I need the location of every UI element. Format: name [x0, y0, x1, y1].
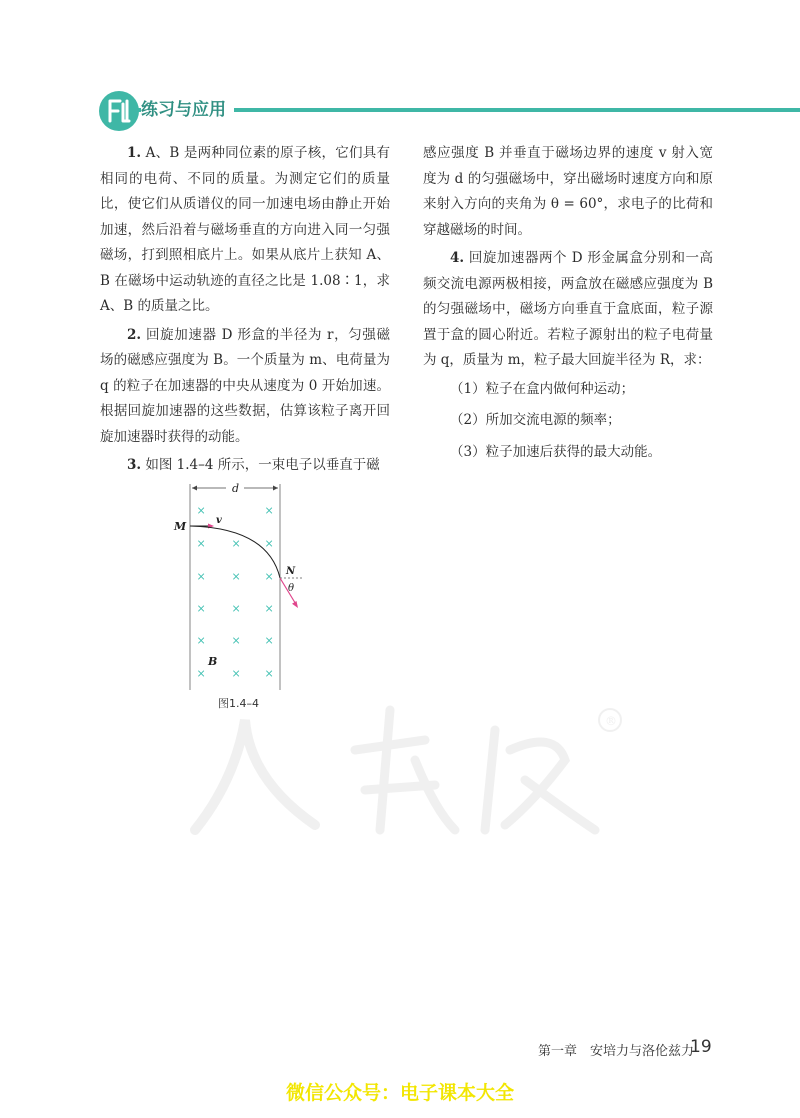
chapter-footer: 第一章 安培力与洛伦兹力: [538, 1044, 695, 1059]
field-cross-mark: ×: [231, 602, 241, 615]
label-d: d: [232, 482, 240, 495]
field-cross-mark: ×: [196, 602, 206, 615]
field-cross-mark: ×: [264, 602, 274, 615]
label-v: v: [216, 515, 222, 526]
practice-icon: [98, 90, 140, 132]
field-cross-mark: ×: [231, 634, 241, 647]
field-cross-mark: ×: [264, 537, 274, 550]
question-2-number: 2.: [127, 326, 142, 343]
question-4-text: 回旋加速器两个 D 形金属盒分别和一高频交流电源两极相接，两盒放在磁感应强度为 B 的匀强磁场中，磁场方向垂直于盒底面，粒子源置于盒的圆心附近。若粒子源射出的粒子电荷量为 q，质量为 m，粒子最大回旋半径为 R，求：: [423, 250, 713, 368]
field-cross-mark: ×: [196, 570, 206, 583]
figure-caption: 图1.4–4: [218, 697, 259, 710]
field-cross-mark: ×: [231, 667, 241, 680]
sub-item-3: （3）粒子加速后获得的最大动能。: [450, 443, 662, 460]
question-1-number: 1.: [127, 145, 142, 161]
question-3: [100, 453, 390, 479]
question-1-text: A、B 是两种同位素的原子核，它们具有相同的电荷、不同的质量。为测定它们的质量比，使它们从质谱仪的同一加速电场由静止开始加速，然后沿着与磁场垂直的方向进入同一匀强磁场，打到照相底片上。如果从底片上获知 A、B 在磁场中运动轨迹的直径之比是 1.08∶1，求 A、B 的质量之比。: [100, 145, 390, 314]
magnetic-field-figure: [170, 478, 330, 708]
field-cross-mark: ×: [196, 504, 206, 517]
question-4: [423, 246, 713, 374]
field-cross-mark: ×: [264, 570, 274, 583]
section-title: 练习与应用: [141, 95, 234, 120]
field-cross-mark: ×: [231, 537, 241, 550]
right-column: [423, 141, 713, 471]
sub-item-2: （2）所加交流电源的频率；: [450, 412, 621, 428]
sub-item-1: （1）粒子在盒内做何种运动；: [450, 380, 635, 397]
field-crosses: [197, 504, 274, 680]
question-3-text: 如图 1.4–4 所示，一束电子以垂直于磁: [141, 457, 380, 473]
wechat-banner: 微信公众号：电子课本大全: [285, 1082, 514, 1104]
question-1: [100, 141, 390, 320]
question-4-number: 4.: [450, 250, 465, 266]
page-number: 19: [690, 1037, 712, 1057]
left-column: [100, 141, 390, 482]
question-2-text: 回旋加速器 D 形盒的半径为 r，匀强磁场的磁感应强度为 B。一个质量为 m、电荷量为 q 的粒子在加速器的中央从速度为 0 开始加速。根据回旋加速器的这些数据，估算该粒子离开回旋加速器时获得的动能。: [100, 326, 390, 445]
field-cross-mark: ×: [196, 537, 206, 550]
exit-velocity-arrowhead: [292, 601, 298, 608]
field-cross-mark: ×: [264, 634, 274, 647]
question-3-continued: 感应强度 B 并垂直于磁场边界的速度 v 射入宽度为 d 的匀强磁场中，穿出磁场时速度方向和原来射入方向的夹角为 θ = 60°，求电子的比荷和穿越磁场的时间。: [423, 145, 713, 238]
field-cross-mark: ×: [264, 667, 274, 680]
question-3-number: 3.: [127, 457, 142, 473]
label-B: B: [208, 655, 218, 668]
label-M: M: [174, 520, 187, 533]
field-cross-mark: ×: [196, 667, 206, 680]
field-cross-mark: ×: [196, 634, 206, 647]
field-cross-mark: ×: [231, 570, 241, 583]
label-theta: θ: [288, 583, 295, 594]
label-N: N: [286, 566, 296, 577]
publisher-watermark: [165, 690, 625, 840]
registered-mark: ®: [605, 714, 617, 728]
field-cross-mark: ×: [264, 504, 274, 517]
question-2: [100, 323, 390, 451]
